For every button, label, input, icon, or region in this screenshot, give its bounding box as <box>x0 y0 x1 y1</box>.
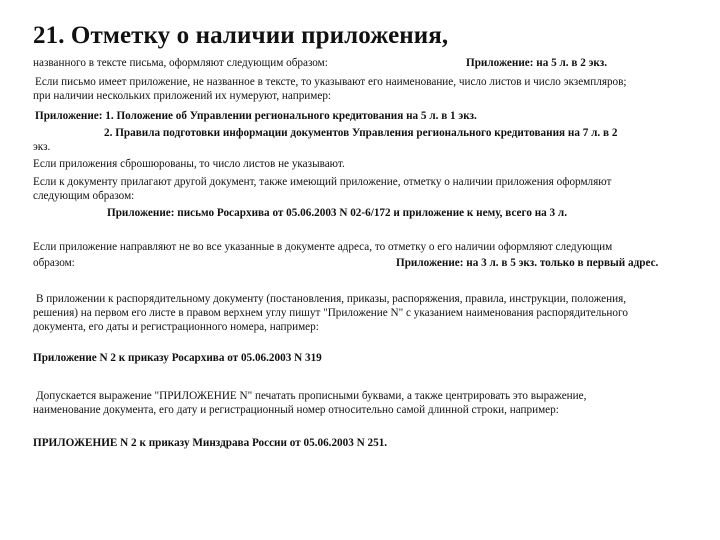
text-line: следующим образом: <box>33 190 135 202</box>
text-line: Если к документу прилагают другой документ, также имеющий приложение, отметку о наличии приложения оформляют <box>33 176 612 188</box>
text-line: Если приложения сброшюрованы, то число листов не указывают. <box>33 158 345 170</box>
attachment-example: Приложение: на 3 л. в 5 экз. только в первый адрес. <box>396 257 659 269</box>
text-line: Допускается выражение "ПРИЛОЖЕНИЕ N" печатать прописными буквами, а также центрировать это выражение, <box>36 390 587 402</box>
attachment-example: Приложение: письмо Росархива от 05.06.2003 N 02-6/172 и приложение к нему, всего на 3 л. <box>107 207 568 219</box>
attachment-example: Приложение: на 5 л. в 2 экз. <box>466 57 608 69</box>
page-title: 21. Отметку о наличии приложения, <box>33 22 449 49</box>
attachment-example: Приложение: 1. Положение об Управлении регионального кредитования на 5 л. в 1 экз. <box>35 110 477 122</box>
text-line: при наличии нескольких приложений их нумеруют, например: <box>33 90 332 102</box>
attachment-example: 2. Правила подготовки информации документов Управления регионального кредитования на 7 л. в 2 <box>104 127 618 139</box>
text-line: документа, его даты и регистрационного номера, например: <box>33 321 319 333</box>
text-line: экз. <box>33 141 51 153</box>
text-line: решения) на первом его листе в правом верхнем углу пишут "Приложение N" с указанием наименования распорядительного <box>33 307 628 319</box>
text-line: Если письмо имеет приложение, не названное в тексте, то указывают его наименование, число листов и число экземпляров; <box>35 76 627 88</box>
text-line: наименование документа, его дату и регистрационный номер относительно самой длинной строки, например: <box>33 404 559 416</box>
text-line: Если приложение направляют не во все указанные в документе адреса, то отметку о его наличии оформляют следующим <box>33 241 613 253</box>
text-line: В приложении к распорядительному документу (постановления, приказы, распоряжения, правила, инструкции, положения, <box>36 293 627 305</box>
attachment-example: ПРИЛОЖЕНИЕ N 2 к приказу Минздрава России от 05.06.2003 N 251. <box>33 437 388 449</box>
text-line: образом: <box>33 257 75 269</box>
attachment-example: Приложение N 2 к приказу Росархива от 05.06.2003 N 319 <box>33 352 322 364</box>
text-line: названного в тексте письма, оформляют следующим образом: <box>33 57 328 69</box>
